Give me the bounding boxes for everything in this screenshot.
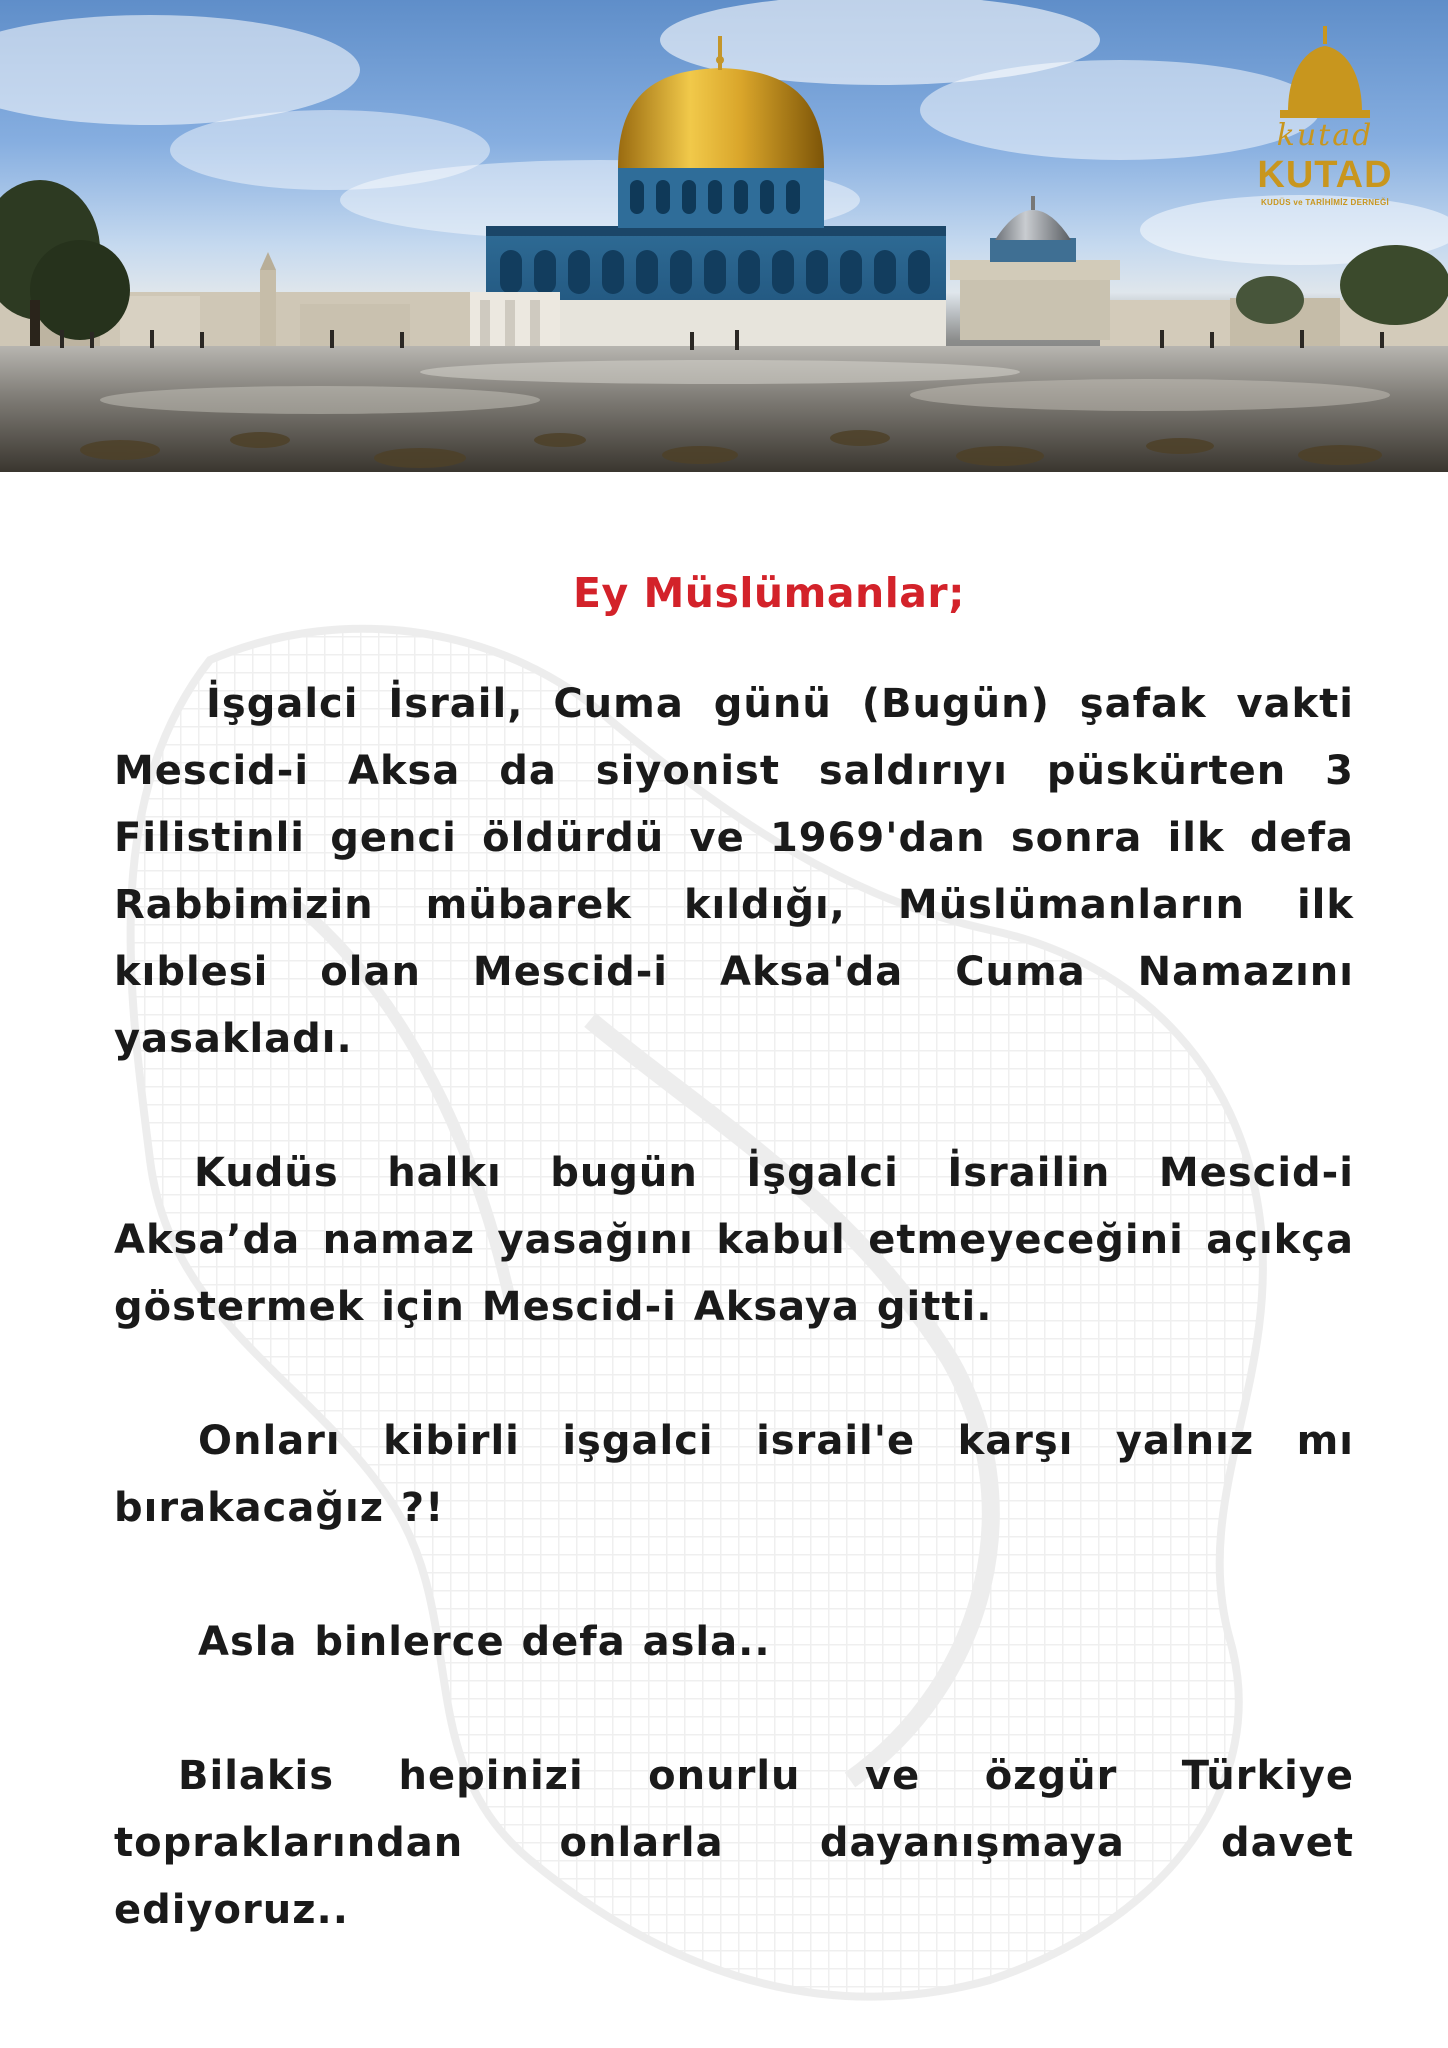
logo-name: KUTAD xyxy=(1257,154,1393,196)
paragraph-never: Asla binlerce defa asla.. xyxy=(198,1619,771,1665)
paragraph-occupation-news: İşgalci İsrail, Cuma günü (Bugün) şafak vakti Mescid-i Aksa da siyonist saldırıyı püskürten 3 Filistinli genci öldürdü ve 1969'dan sonra ilk defa Rabbimizin mübarek kıldığı, Müslümanların ilk kıblesi olan Mescid-i Aksa'da Cuma Namazını yasakladı. xyxy=(114,681,1354,1062)
letter-greeting: Ey Müslümanlar; xyxy=(572,569,966,617)
letter-body xyxy=(114,555,1354,1944)
logo-subtitle: KUDÜS ve TARİHİMİZ DERNEĞİ xyxy=(1260,198,1390,207)
dome-of-the-rock-photo xyxy=(0,0,1448,472)
header-banner xyxy=(0,0,1448,472)
kutad-logo xyxy=(1250,26,1400,206)
logo-script-text: kutad xyxy=(1276,118,1374,153)
dome-logo-icon xyxy=(1250,26,1400,122)
paragraph-invitation: Bilakis hepinizi onurlu ve özgür Türkiye topraklarından onlarla dayanışmaya davet ediyoruz.. xyxy=(114,1753,1354,1933)
paragraph-question: Onları kibirli işgalci israil'e karşı yalnız mı bırakacağız ?! xyxy=(114,1418,1354,1531)
paragraph-jerusalem-people: Kudüs halkı bugün İşgalci İsrailin Mescid-i Aksa’da namaz yasağını kabul etmeyeceğini açıkça göstermek için Mescid-i Aksaya gitti. xyxy=(114,1150,1354,1330)
